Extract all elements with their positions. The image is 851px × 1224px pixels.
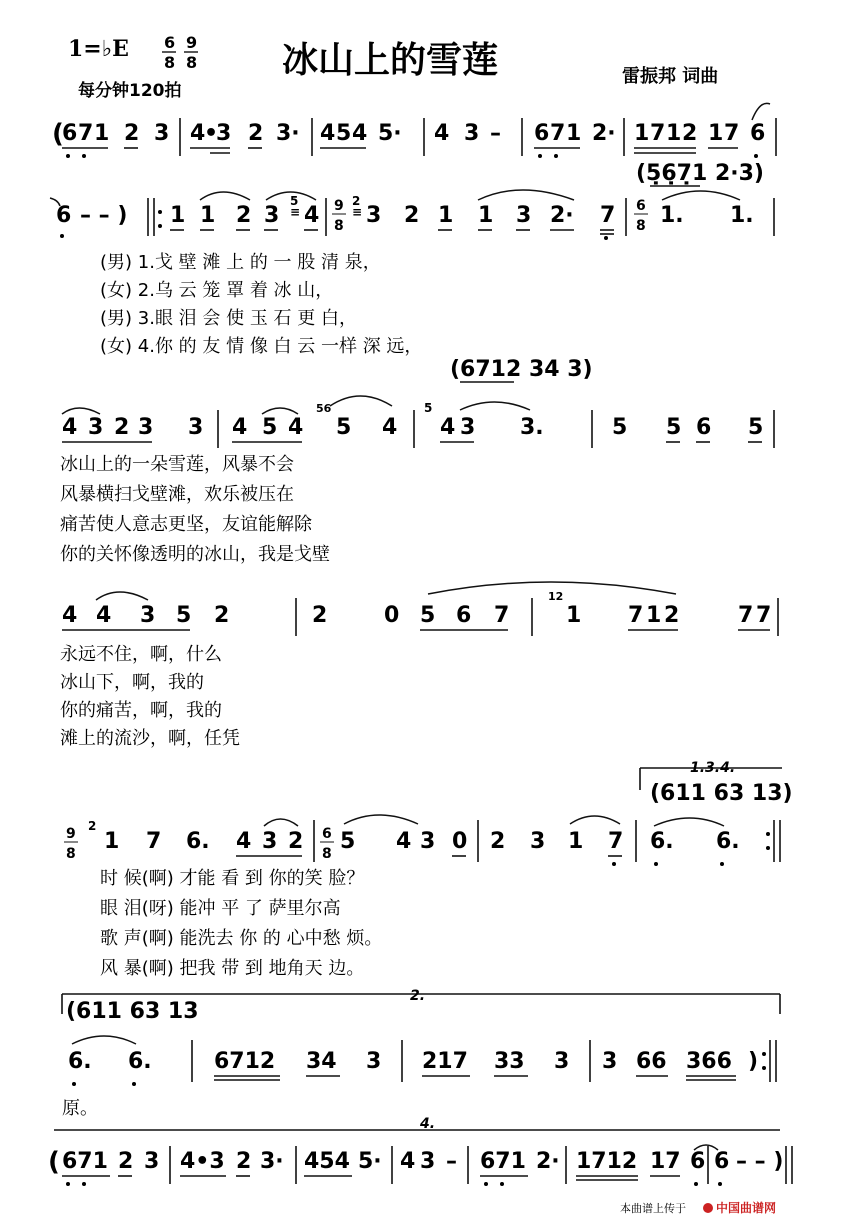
svg-text:7: 7 <box>628 603 644 628</box>
svg-text:66: 66 <box>636 1049 667 1074</box>
svg-text:4: 4 <box>62 603 78 628</box>
svg-text:671: 671 <box>480 1149 526 1174</box>
svg-text:7: 7 <box>600 203 616 228</box>
svg-text:6: 6 <box>62 121 78 146</box>
svg-text:(: ( <box>48 1147 60 1177</box>
svg-text:2: 2 <box>404 203 420 228</box>
lyric-line: 歌 声(啊) 能洗去 你 的 心中愁 烦。 <box>100 928 383 949</box>
lyric-line: 风 暴(啊) 把我 带 到 地角天 边。 <box>100 958 365 979</box>
svg-text:6.: 6. <box>716 829 740 854</box>
svg-text:1: 1 <box>104 829 120 854</box>
svg-text:8: 8 <box>334 218 344 234</box>
svg-text:3: 3 <box>138 415 154 440</box>
svg-text:2·: 2· <box>550 203 574 228</box>
meter-b-num: 9 <box>186 33 198 52</box>
svg-text:–: – <box>446 1149 457 1174</box>
svg-text:5: 5 <box>612 415 628 440</box>
svg-text:7: 7 <box>78 121 94 146</box>
svg-text:2: 2 <box>248 121 264 146</box>
lyric-line: 时 候(啊) 才能 看 到 你的笑 脸？ <box>100 868 365 889</box>
svg-text:4: 4 <box>190 121 206 146</box>
svg-text:5: 5 <box>420 603 436 628</box>
lyric-line: 眼 泪(呀) 能冲 平 了 萨里尔高 <box>100 898 341 919</box>
svg-text:4: 4 <box>382 415 398 440</box>
svg-text:5: 5 <box>748 415 764 440</box>
svg-text:1: 1 <box>646 603 662 628</box>
svg-text:1: 1 <box>666 121 682 146</box>
svg-text:1712: 1712 <box>576 1149 638 1174</box>
svg-text:7: 7 <box>550 121 566 146</box>
svg-text:9: 9 <box>66 826 76 842</box>
svg-text:1: 1 <box>478 203 494 228</box>
svg-text:3: 3 <box>264 203 280 228</box>
svg-text:3: 3 <box>144 1149 160 1174</box>
svg-text:1.: 1. <box>660 203 684 228</box>
svg-text:2: 2 <box>124 121 140 146</box>
svg-text:6: 6 <box>322 826 332 842</box>
svg-text:3: 3 <box>554 1049 570 1074</box>
svg-text:2: 2 <box>312 603 328 628</box>
svg-text:6.: 6. <box>128 1049 152 1074</box>
footer-uploaded: 本曲谱上传于 <box>620 1202 686 1215</box>
lyric-line: (男) 3.眼 泪 会 使 玉 石 更 白， <box>100 308 357 329</box>
svg-text:5: 5 <box>290 194 299 208</box>
svg-text:2·: 2· <box>592 121 616 146</box>
svg-text:5: 5 <box>176 603 192 628</box>
svg-text:3: 3 <box>530 829 546 854</box>
system-4 <box>60 582 778 749</box>
svg-text:34: 34 <box>306 1049 337 1074</box>
header <box>68 33 718 101</box>
svg-text:1.: 1. <box>730 203 754 228</box>
lyric-line: 冰山上的一朵雪莲，风暴不会 <box>60 454 294 475</box>
site-logo-icon <box>703 1203 713 1213</box>
lyric-line: 痛苦使人意志更坚，友谊能解除 <box>60 514 312 535</box>
svg-text:7: 7 <box>494 603 510 628</box>
svg-text:2: 2 <box>236 1149 252 1174</box>
alt-phrase-3: (6712 34 3) <box>450 357 593 382</box>
svg-text:454: 454 <box>304 1149 350 1174</box>
svg-text:4: 4 <box>396 829 412 854</box>
svg-text:217: 217 <box>422 1049 468 1074</box>
lyric-line: 原。 <box>62 1098 98 1119</box>
svg-text:5: 5 <box>340 829 356 854</box>
lyric-line: 滩上的流沙，啊，任凭 <box>60 728 240 749</box>
svg-text:6712: 6712 <box>214 1049 276 1074</box>
svg-text:≡: ≡ <box>290 205 301 219</box>
svg-text:4: 4 <box>236 829 252 854</box>
svg-text:3: 3 <box>216 121 232 146</box>
lyric-line: 冰山下，啊，我的 <box>60 672 204 693</box>
meter-b-den: 8 <box>186 53 198 72</box>
svg-text:6: 6 <box>636 198 646 214</box>
svg-text:5: 5 <box>424 401 433 415</box>
svg-text:5: 5 <box>336 415 352 440</box>
svg-text:1: 1 <box>200 203 216 228</box>
svg-text:7: 7 <box>738 603 754 628</box>
system-3 <box>60 357 774 565</box>
key-signature: 1=♭E <box>68 36 129 62</box>
svg-text:1: 1 <box>94 121 110 146</box>
alt-phrase-5: (611 63 13) <box>650 781 793 806</box>
svg-text:5: 5 <box>666 415 682 440</box>
svg-text:4: 4 <box>400 1149 416 1174</box>
svg-text:1: 1 <box>566 603 582 628</box>
svg-text:4: 4 <box>96 603 112 628</box>
svg-text:(: ( <box>52 119 64 149</box>
system-1 <box>52 103 776 158</box>
svg-text:12: 12 <box>548 590 564 603</box>
svg-text:7: 7 <box>724 121 740 146</box>
svg-text:7: 7 <box>608 829 624 854</box>
svg-text:7: 7 <box>650 121 666 146</box>
svg-text:8: 8 <box>66 846 76 862</box>
svg-text:): ) <box>748 1049 759 1074</box>
svg-text:3: 3 <box>188 415 204 440</box>
svg-text:0: 0 <box>452 829 468 854</box>
svg-text:3·: 3· <box>260 1149 284 1174</box>
svg-text:8: 8 <box>322 846 332 862</box>
svg-text:4: 4 <box>62 415 78 440</box>
svg-text:0: 0 <box>384 603 400 628</box>
svg-text:2: 2 <box>352 194 361 208</box>
svg-text:4: 4 <box>320 121 336 146</box>
svg-text:33: 33 <box>494 1049 525 1074</box>
svg-text:2: 2 <box>664 603 680 628</box>
svg-text:56: 56 <box>316 402 332 415</box>
svg-text:1: 1 <box>708 121 724 146</box>
svg-text:5: 5 <box>336 121 352 146</box>
lyric-line: 风暴横扫戈壁滩，欢乐被压在 <box>60 484 294 505</box>
svg-text:366: 366 <box>686 1049 732 1074</box>
svg-text:3: 3 <box>420 829 436 854</box>
meter-a-den: 8 <box>164 53 176 72</box>
svg-text:2·: 2· <box>536 1149 560 1174</box>
svg-text:6.: 6. <box>186 829 210 854</box>
svg-text:6: 6 <box>690 1149 706 1174</box>
svg-text:– – ): – – ) <box>736 1149 784 1174</box>
svg-text:3: 3 <box>88 415 104 440</box>
page-title: 冰山上的雪莲 <box>282 39 499 81</box>
lyric-line: 永远不住，啊，什么 <box>60 644 222 665</box>
svg-text:3: 3 <box>464 121 480 146</box>
svg-text:5·: 5· <box>378 121 402 146</box>
svg-text:5·: 5· <box>358 1149 382 1174</box>
svg-text:6: 6 <box>456 603 472 628</box>
svg-text:2: 2 <box>490 829 506 854</box>
svg-text:1: 1 <box>438 203 454 228</box>
svg-text:2: 2 <box>682 121 698 146</box>
svg-text:–: – <box>490 121 501 146</box>
svg-text:2: 2 <box>88 819 97 833</box>
svg-text:4: 4 <box>288 415 304 440</box>
author: 雷振邦 词曲 <box>622 66 719 87</box>
svg-text:17: 17 <box>650 1149 681 1174</box>
footer-site: 中国曲谱网 <box>716 1201 777 1215</box>
svg-text:2: 2 <box>214 603 230 628</box>
svg-text:4: 4 <box>304 203 320 228</box>
svg-text:3.: 3. <box>520 415 544 440</box>
svg-text:3: 3 <box>602 1049 618 1074</box>
svg-text:≡: ≡ <box>352 205 363 219</box>
volta-2: 2. <box>410 988 426 1004</box>
svg-text:3: 3 <box>366 1049 382 1074</box>
svg-text:3: 3 <box>262 829 278 854</box>
svg-text:4: 4 <box>440 415 456 440</box>
system-6 <box>62 988 780 1119</box>
svg-text:6.: 6. <box>68 1049 92 1074</box>
meter-a-num: 6 <box>164 33 176 52</box>
svg-text:– – ): – – ) <box>80 203 128 228</box>
svg-text:1: 1 <box>170 203 186 228</box>
volta-1-3-4: 1.3.4. <box>690 760 736 776</box>
alt-phrase-6: (611 63 13 <box>66 999 199 1024</box>
svg-text:8: 8 <box>636 218 646 234</box>
svg-text:3·: 3· <box>276 121 300 146</box>
svg-text:6: 6 <box>56 203 72 228</box>
svg-text:6: 6 <box>696 415 712 440</box>
svg-text:3: 3 <box>516 203 532 228</box>
svg-text:•: • <box>204 121 219 146</box>
svg-text:7: 7 <box>146 829 162 854</box>
system-2 <box>50 161 774 357</box>
svg-text:1: 1 <box>566 121 582 146</box>
svg-text:2: 2 <box>114 415 130 440</box>
svg-text:2: 2 <box>118 1149 134 1174</box>
lyric-line: 你的痛苦，啊，我的 <box>60 700 222 721</box>
svg-text:4: 4 <box>232 415 248 440</box>
svg-text:3: 3 <box>420 1149 436 1174</box>
svg-text:1: 1 <box>568 829 584 854</box>
svg-text:6.: 6. <box>650 829 674 854</box>
footer <box>620 1200 776 1215</box>
svg-text:4: 4 <box>434 121 450 146</box>
alt-phrase-2: (5̣6̣7̣1 2·3) <box>636 161 764 186</box>
svg-text:5: 5 <box>262 415 278 440</box>
svg-text:6: 6 <box>534 121 550 146</box>
lyric-line: (男) 1.戈 壁 滩 上 的 一 股 清 泉， <box>100 252 381 273</box>
svg-text:9: 9 <box>334 198 344 214</box>
svg-text:3: 3 <box>460 415 476 440</box>
lyric-line: 你的关怀像透明的冰山，我是戈壁 <box>60 544 330 565</box>
volta-4: 4. <box>420 1116 436 1132</box>
svg-text:2: 2 <box>288 829 304 854</box>
svg-text:6: 6 <box>750 121 766 146</box>
svg-text:3: 3 <box>140 603 156 628</box>
tempo-mark: 每分钟120拍 <box>78 81 182 101</box>
svg-text:6: 6 <box>714 1149 730 1174</box>
svg-text:3: 3 <box>366 203 382 228</box>
lyric-line: (女) 4.你 的 友 情 像 白 云 一样 深 远， <box>100 336 423 357</box>
svg-text:3: 3 <box>154 121 170 146</box>
system-5 <box>64 760 793 979</box>
svg-text:2: 2 <box>236 203 252 228</box>
system-7 <box>48 1116 792 1186</box>
svg-text:671: 671 <box>62 1149 108 1174</box>
svg-text:4: 4 <box>352 121 368 146</box>
lyric-line: (女) 2.乌 云 笼 罩 着 冰 山， <box>100 280 334 301</box>
svg-text:1: 1 <box>634 121 650 146</box>
svg-text:7: 7 <box>756 603 772 628</box>
svg-text:4•3: 4•3 <box>180 1149 225 1174</box>
